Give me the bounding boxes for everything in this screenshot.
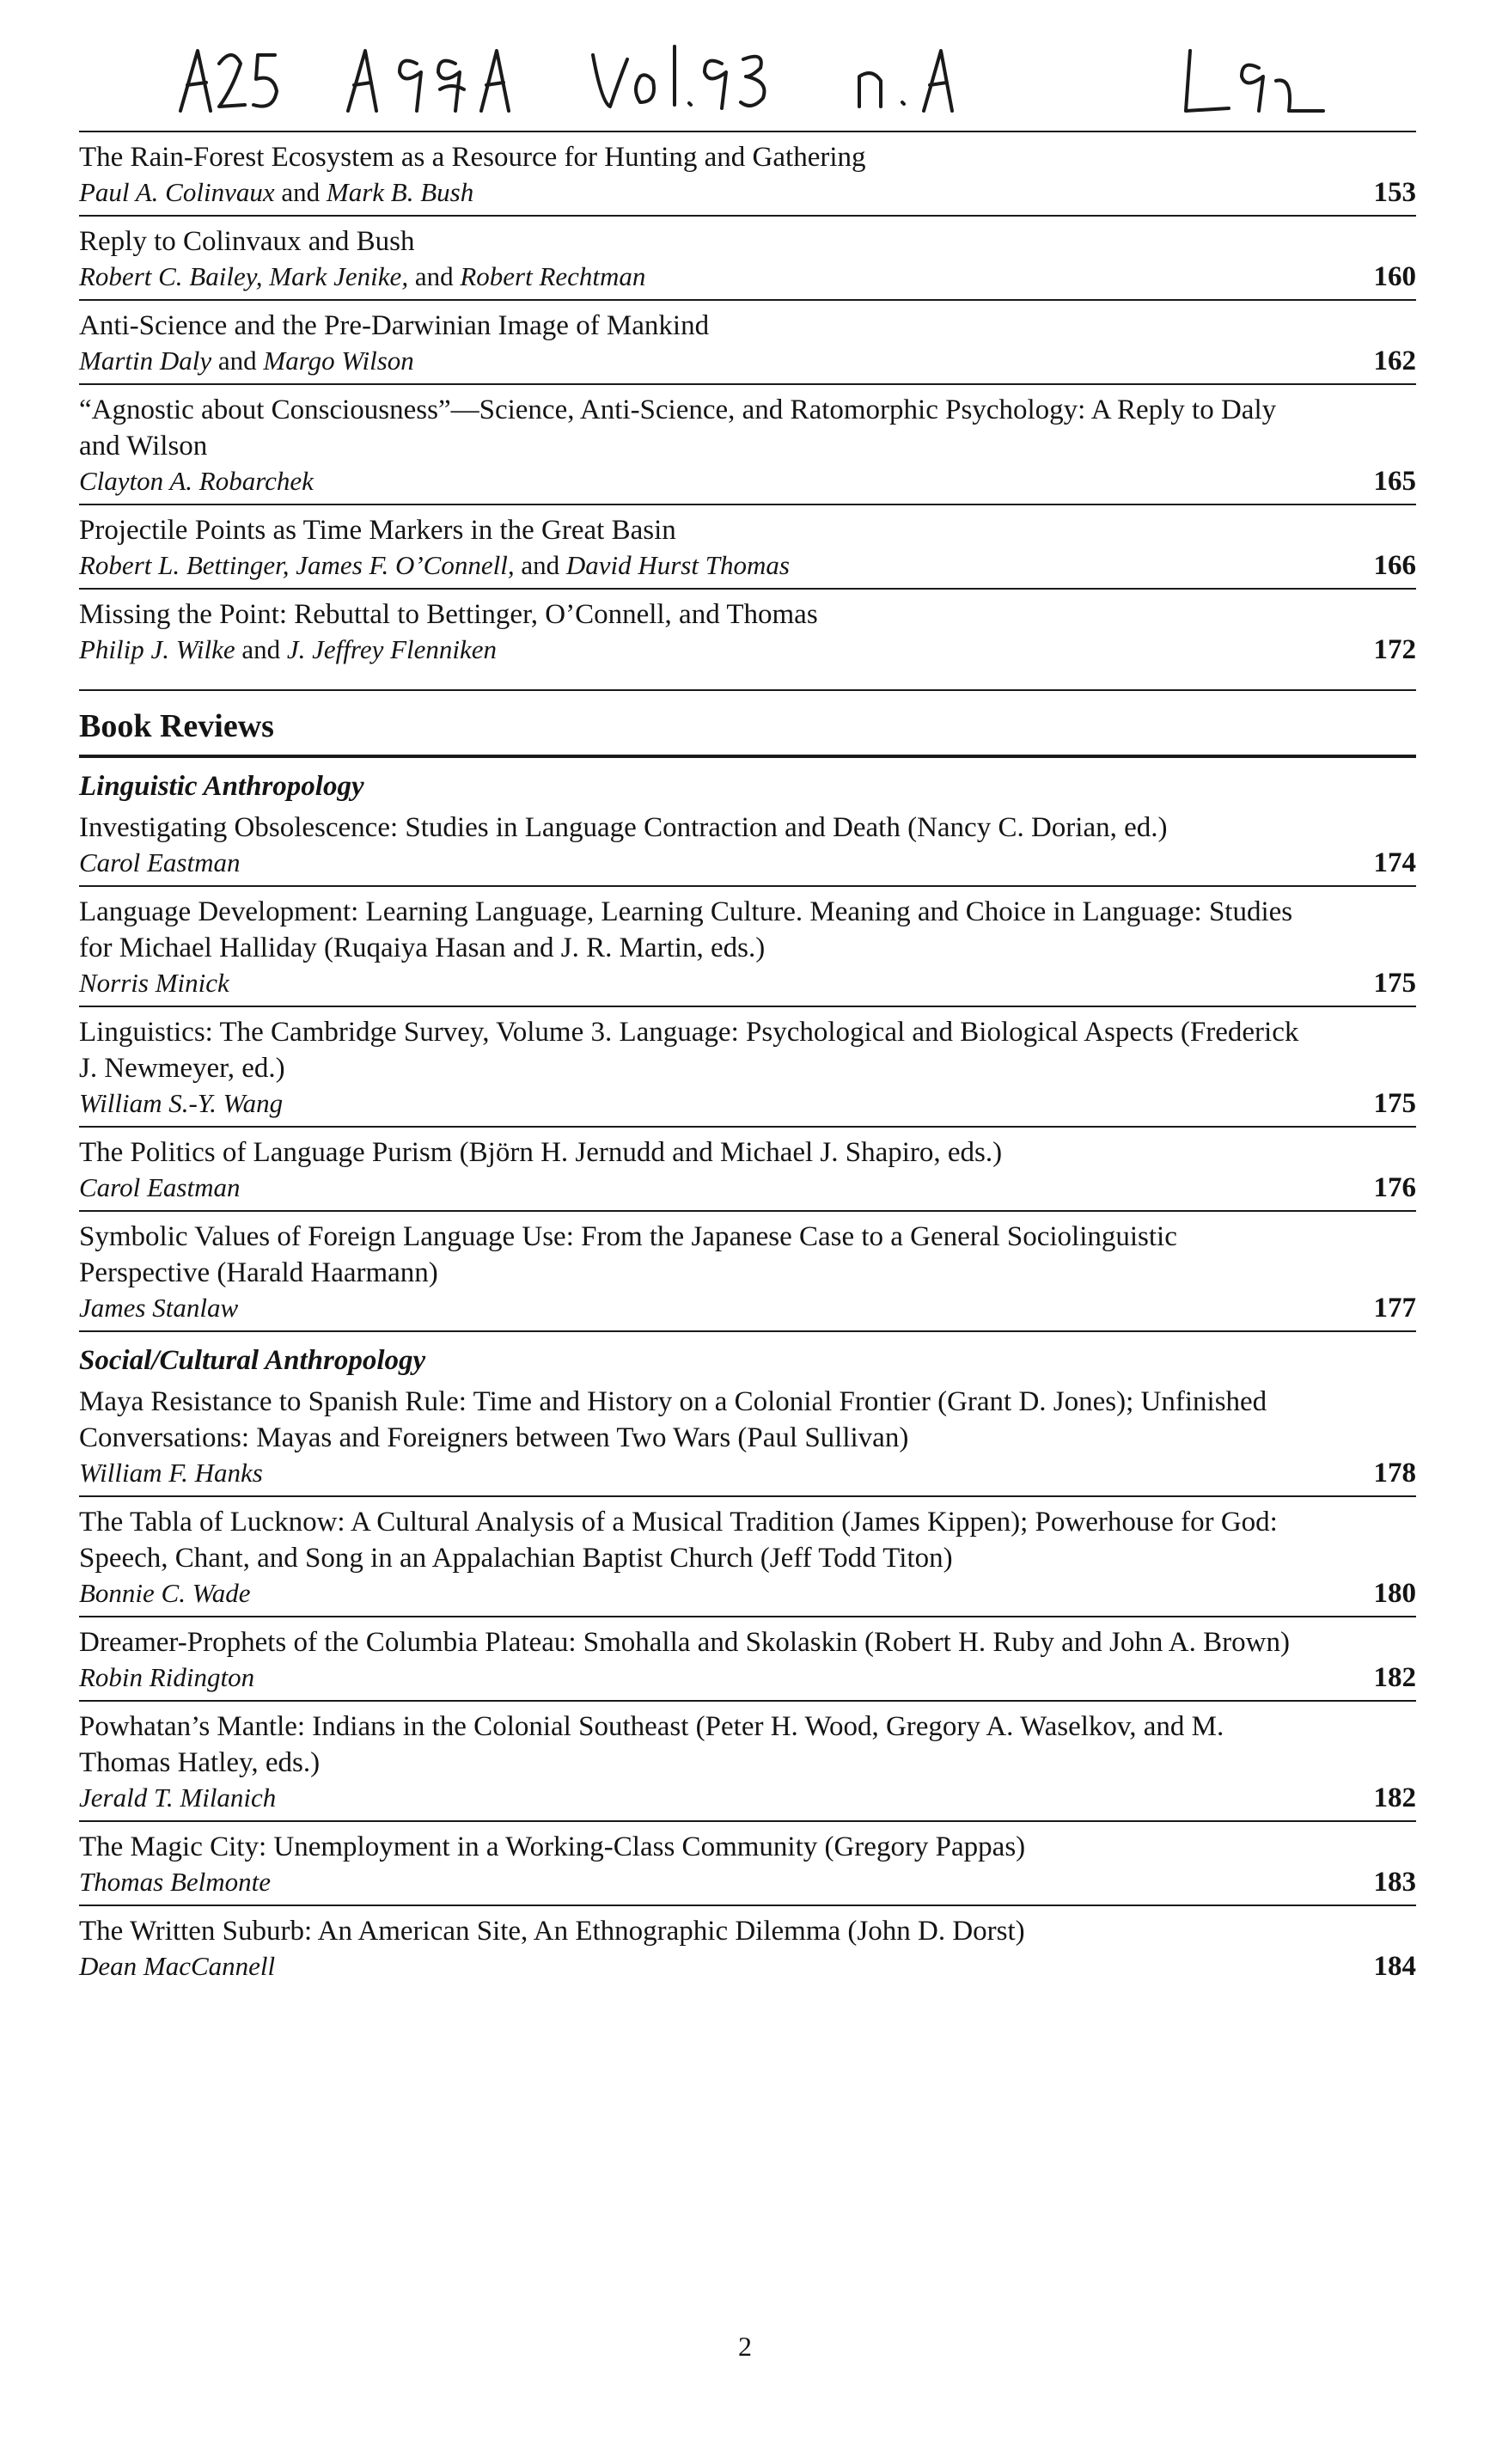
author-segment: and	[235, 634, 287, 664]
reviewer-row	[79, 1949, 1416, 1984]
page-number: 178	[1373, 1458, 1416, 1489]
page-number: 160	[1373, 261, 1416, 292]
reviewer-row	[79, 1865, 1416, 1899]
author-segment: and	[211, 345, 264, 376]
review-title: The Politics of Language Purism (Björn H. Jernudd and Michael J. Shapiro, eds.)	[79, 1137, 1003, 1168]
page-number: 177	[1373, 1293, 1416, 1324]
author-segment: Martin Daly	[79, 345, 212, 376]
page-number-footer: 2	[738, 2331, 752, 2362]
entry-title: The Rain-Forest Ecosystem as a Resource for Hunting and Gathering	[79, 142, 866, 173]
author-segment: Philip J. Wilke	[79, 634, 235, 664]
review-title: Symbolic Values of Foreign Language Use: From the Japanese Case to a General Sociolinguistic Perspective (Harald Haarmann)	[79, 1221, 1177, 1288]
page-number: 172	[1373, 634, 1416, 665]
entry-authors	[79, 633, 1416, 667]
reviewer-name: Bonnie C. Wade	[79, 1578, 251, 1608]
page-number: 166	[1373, 550, 1416, 581]
toc-entry	[79, 505, 1416, 588]
reviewer-name: Thomas Belmonte	[79, 1867, 272, 1897]
toc-entry	[79, 217, 1416, 299]
review-entry	[79, 1377, 1416, 1495]
review-title: Dreamer-Prophets of the Columbia Plateau: Smohalla and Skolaskin (Robert H. Ruby and John A. Brown)	[79, 1627, 1290, 1658]
reviewer-name: Jerald T. Milanich	[79, 1782, 277, 1813]
entry-title: “Agnostic about Consciousness”—Science, Anti-Science, and Ratomorphic Psychology: A Reply to Daly and Wilson	[79, 394, 1277, 462]
reviewer-row	[79, 1291, 1416, 1325]
handwritten-annotation	[172, 29, 1358, 124]
review-entry	[79, 1212, 1416, 1330]
toc-entry	[79, 132, 1416, 215]
toc-entry	[79, 301, 1416, 383]
reviewer-row	[79, 846, 1416, 880]
review-entry	[79, 1822, 1416, 1905]
author-segment: J. Jeffrey Flenniken	[286, 634, 498, 664]
entry-authors	[79, 344, 1416, 378]
book-reviews-heading: Book Reviews	[79, 708, 274, 744]
review-title: Investigating Obsolescence: Studies in Language Contraction and Death (Nancy C. Dorian, ed.)	[79, 812, 1168, 843]
reviewer-row	[79, 1456, 1416, 1490]
article-list	[79, 132, 1416, 672]
review-entry	[79, 1906, 1416, 1989]
entry-authors	[79, 548, 1416, 583]
page-number: 184	[1373, 1951, 1416, 1982]
toc-entry	[79, 385, 1416, 504]
social-cultural-anthropology-heading: Social/Cultural Anthropology	[79, 1345, 426, 1376]
page-number: 182	[1373, 1782, 1416, 1813]
page-number: 174	[1373, 847, 1416, 878]
entry-title: Projectile Points as Time Markers in the Great Basin	[79, 515, 676, 546]
reviewer-name: Robin Ridington	[79, 1662, 255, 1692]
page-number: 183	[1373, 1867, 1416, 1898]
social-review-list	[79, 1377, 1416, 1989]
author-segment: and	[274, 177, 327, 207]
entry-authors	[79, 464, 1416, 498]
reviewer-name: James Stanlaw	[79, 1293, 239, 1323]
page-number: 165	[1373, 466, 1416, 497]
entry-title: Anti-Science and the Pre-Darwinian Image of Mankind	[79, 310, 710, 341]
review-title: The Tabla of Lucknow: A Cultural Analysis of a Musical Tradition (James Kippen); Powerhouse for God: Speech, Chant, and Song in an Appalachian Baptist Church (Jeff Todd Titon)	[79, 1507, 1278, 1574]
reviewer-name: Norris Minick	[79, 968, 229, 998]
linguistic-review-list	[79, 803, 1416, 1332]
reviewer-row	[79, 966, 1416, 1000]
author-segment: Mark B. Bush	[326, 177, 474, 207]
author-segment: Robert L. Bettinger, James F. O’Connell,	[79, 550, 515, 580]
review-title: The Written Suburb: An American Site, An Ethnographic Dilemma (John D. Dorst)	[79, 1916, 1025, 1947]
page-number: 175	[1373, 968, 1416, 999]
entry-authors	[79, 260, 1416, 294]
review-entry	[79, 887, 1416, 1006]
entry-title: Missing the Point: Rebuttal to Bettinger, O’Connell, and Thomas	[79, 599, 818, 630]
page-number: 182	[1373, 1662, 1416, 1693]
reviewer-name: William S.-Y. Wang	[79, 1088, 284, 1118]
page-number: 180	[1373, 1578, 1416, 1609]
reviewer-name: William F. Hanks	[79, 1458, 263, 1488]
reviewer-name: Carol Eastman	[79, 847, 241, 877]
reviewer-row	[79, 1171, 1416, 1205]
author-segment: Robert Rechtman	[460, 261, 646, 291]
author-segment: David Hurst Thomas	[565, 550, 790, 580]
review-title: Language Development: Learning Language, Learning Culture. Meaning and Choice in Language: Studies for Michael Halliday (Ruqaiya Hasan and J. R. Martin, eds.)	[79, 896, 1293, 963]
review-title: Linguistics: The Cambridge Survey, Volume 3. Language: Psychological and Biological Aspects (Frederick J. Newmeyer, ed.)	[79, 1017, 1299, 1084]
reviewer-row	[79, 1086, 1416, 1121]
toc-entry	[79, 590, 1416, 672]
review-title: Maya Resistance to Spanish Rule: Time and History on a Colonial Frontier (Grant D. Jones); Unfinished Conversations: Mayas and Foreigners between Two Wars (Paul Sullivan)	[79, 1386, 1267, 1453]
page-number: 176	[1373, 1172, 1416, 1203]
review-entry	[79, 1497, 1416, 1616]
author-segment: Paul A. Colinvaux	[79, 177, 275, 207]
entry-authors	[79, 175, 1416, 210]
review-entry	[79, 1128, 1416, 1210]
author-segment: Clayton A. Robarchek	[79, 466, 314, 496]
review-title: Powhatan’s Mantle: Indians in the Colonial Southeast (Peter H. Wood, Gregory A. Waselkov, and M. Thomas Hatley, eds.)	[79, 1711, 1224, 1778]
review-entry	[79, 1702, 1416, 1820]
reviewer-name: Carol Eastman	[79, 1172, 241, 1202]
entry-title: Reply to Colinvaux and Bush	[79, 226, 415, 257]
page-number: 153	[1373, 177, 1416, 208]
page-number: 175	[1373, 1088, 1416, 1119]
reviewer-name: Dean MacCannell	[79, 1951, 276, 1981]
linguistic-anthropology-heading: Linguistic Anthropology	[79, 771, 364, 802]
table-of-contents	[79, 131, 1416, 1989]
author-segment: and	[514, 550, 566, 580]
review-entry	[79, 803, 1416, 885]
review-entry	[79, 1007, 1416, 1126]
review-entry	[79, 1617, 1416, 1700]
reviewer-row	[79, 1781, 1416, 1815]
review-title: The Magic City: Unemployment in a Working-Class Community (Gregory Pappas)	[79, 1831, 1026, 1862]
reviewer-row	[79, 1660, 1416, 1695]
reviewer-row	[79, 1576, 1416, 1611]
author-segment: and	[408, 261, 461, 291]
author-segment: Robert C. Bailey, Mark Jenike,	[79, 261, 409, 291]
author-segment: Margo Wilson	[263, 345, 414, 376]
page-number: 162	[1373, 345, 1416, 376]
